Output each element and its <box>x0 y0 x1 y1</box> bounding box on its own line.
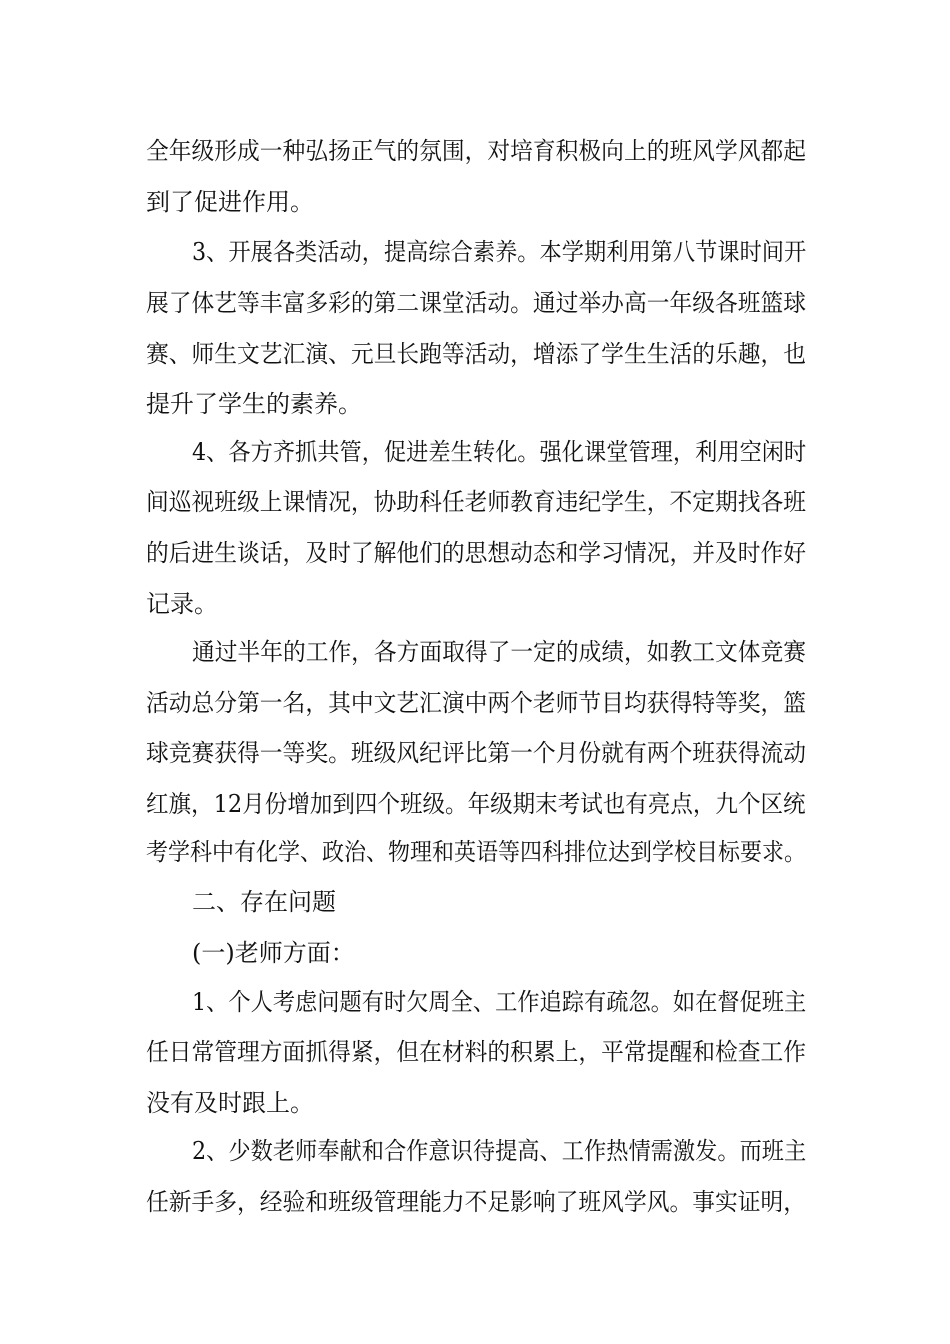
p3-line-2: 活动总分第一名，其中文艺汇演中两个老师节目均获得特等奖，篮 <box>146 689 807 717</box>
p2-line-4: 记录。 <box>146 590 218 618</box>
p3-line-3: 球竞赛获得一等奖。班级风纪评比第一个月份就有两个班获得流动 <box>146 739 807 767</box>
p6-line-1: 1、个人考虑问题有时欠周全、工作追踪有疏忽。如在督促班主 <box>192 988 807 1016</box>
p1-line-1: 3、开展各类活动，提高综合素养。本学期利用第八节课时间开 <box>192 238 807 266</box>
p2-line-1: 4、各方齐抓共管，促进差生转化。强化课堂管理，利用空闲时 <box>192 438 807 466</box>
p0-line-2: 到了促进作用。 <box>146 188 314 216</box>
p2-line-2: 间巡视班级上课情况，协助科任老师教育违纪学生，不定期找各班 <box>146 488 807 516</box>
sub-heading: (一)老师方面： <box>192 939 355 967</box>
p3-line-1: 通过半年的工作，各方面取得了一定的成绩，如教工文体竞赛 <box>192 638 806 666</box>
p6-line-2: 任日常管理方面抓得紧，但在材料的积累上，平常提醒和检查工作 <box>146 1038 807 1066</box>
p1-line-3: 赛、师生文艺汇演、元旦长跑等活动，增添了学生生活的乐趣，也 <box>146 340 807 368</box>
p6-line-3: 没有及时跟上。 <box>146 1089 314 1117</box>
p2-line-3: 的后进生谈话，及时了解他们的思想动态和学习情况，并及时作好 <box>146 539 807 567</box>
p1-line-2: 展了体艺等丰富多彩的第二课堂活动。通过举办高一年级各班篮球 <box>146 289 807 317</box>
p0-line-1: 全年级形成一种弘扬正气的氛围，对培育积极向上的班风学风都起 <box>146 137 807 165</box>
p7-line-2: 任新手多，经验和班级管理能力不足影响了班风学风。事实证明， <box>146 1188 807 1216</box>
p3-line-5: 考学科中有化学、政治、物理和英语等四科排位达到学校目标要求。 <box>146 838 807 866</box>
p7-line-1: 2、少数老师奉献和合作意识待提高、工作热情需激发。而班主 <box>192 1137 807 1165</box>
section-heading: 二、存在问题 <box>192 888 336 916</box>
p3-line-4: 红旗，12月份增加到四个班级。年级期末考试也有亮点，九个区统 <box>146 790 806 818</box>
p1-line-4: 提升了学生的素养。 <box>146 390 362 418</box>
